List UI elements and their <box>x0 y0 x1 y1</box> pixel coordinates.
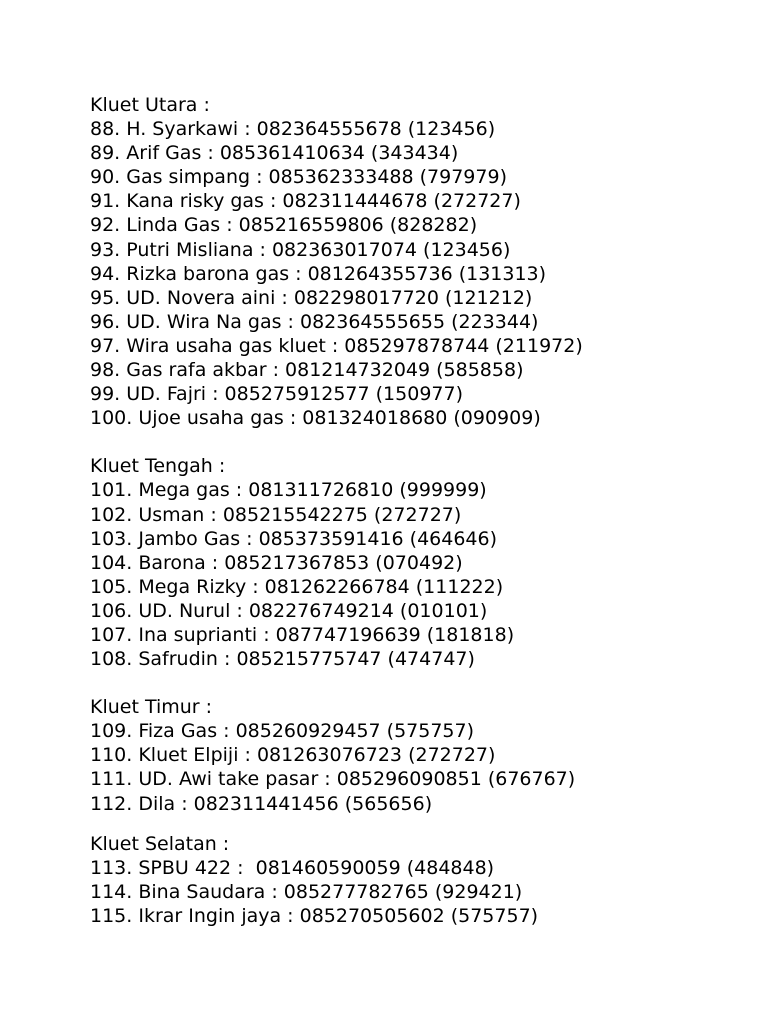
list-item: 95. UD. Novera aini : 082298017720 (121212) <box>90 286 533 309</box>
section-heading: Kluet Utara : <box>90 94 210 116</box>
list-item: 108. Safrudin : 085215775747 (474747) <box>90 648 475 671</box>
list-item: 90. Gas simpang : 085362333488 (797979) <box>90 166 507 189</box>
list-item: 98. Gas rafa akbar : 081214732049 (585858) <box>90 359 524 382</box>
section-spacer <box>90 671 750 695</box>
list-item: 111. UD. Awi take pasar : 085296090851 (676767) <box>90 768 576 791</box>
section-kluet-utara <box>90 93 750 430</box>
list-item: 92. Linda Gas : 085216559806 (828282) <box>90 214 478 237</box>
document-content <box>90 93 750 928</box>
list-item: 88. H. Syarkawi : 082364555678 (123456) <box>90 118 496 141</box>
section-kluet-selatan <box>90 832 750 928</box>
list-item: 112. Dila : 082311441456 (565656) <box>90 792 433 815</box>
section-spacer <box>90 430 750 454</box>
section-heading: Kluet Timur : <box>90 696 213 719</box>
list-item: 99. UD. Fajri : 085275912577 (150977) <box>90 383 464 406</box>
list-item: 105. Mega Rizky : 081262266784 (111222) <box>90 575 504 598</box>
list-item: 94. Rizka barona gas : 081264355736 (131313) <box>90 262 547 285</box>
section-heading: Kluet Selatan : <box>90 832 230 855</box>
list-item: 102. Usman : 085215542275 (272727) <box>90 503 462 526</box>
list-item: 110. Kluet Elpiji : 081263076723 (272727) <box>90 744 496 767</box>
section-spacer <box>90 816 750 832</box>
list-item: 113. SPBU 422 : 081460590059 (484848) <box>90 856 495 879</box>
list-item: 103. Jambo Gas : 085373591416 (464646) <box>90 527 498 550</box>
list-item: 96. UD. Wira Na gas : 082364555655 (223344) <box>90 310 539 333</box>
list-item: 91. Kana risky gas : 082311444678 (272727) <box>90 190 521 213</box>
list-item: 114. Bina Saudara : 085277782765 (929421) <box>90 880 523 903</box>
list-item: 97. Wira usaha gas kluet : 085297878744 (211972) <box>90 334 583 357</box>
list-item: 115. Ikrar Ingin jaya : 085270505602 (575757) <box>90 904 539 927</box>
list-item: 109. Fiza Gas : 085260929457 (575757) <box>90 720 475 743</box>
list-item: 101. Mega gas : 081311726810 (999999) <box>90 479 487 502</box>
section-heading: Kluet Tengah : <box>90 455 226 478</box>
list-item: 93. Putri Misliana : 082363017074 (123456) <box>90 238 511 261</box>
section-kluet-tengah <box>90 454 750 671</box>
list-item: 107. Ina suprianti : 087747196639 (181818) <box>90 623 515 646</box>
list-item: 100. Ujoe usaha gas : 081324018680 (090909) <box>90 407 541 430</box>
section-kluet-timur <box>90 695 750 815</box>
list-item: 106. UD. Nurul : 082276749214 (010101) <box>90 599 488 622</box>
list-item: 104. Barona : 085217367853 (070492) <box>90 551 463 574</box>
list-item: 89. Arif Gas : 085361410634 (343434) <box>90 142 459 165</box>
